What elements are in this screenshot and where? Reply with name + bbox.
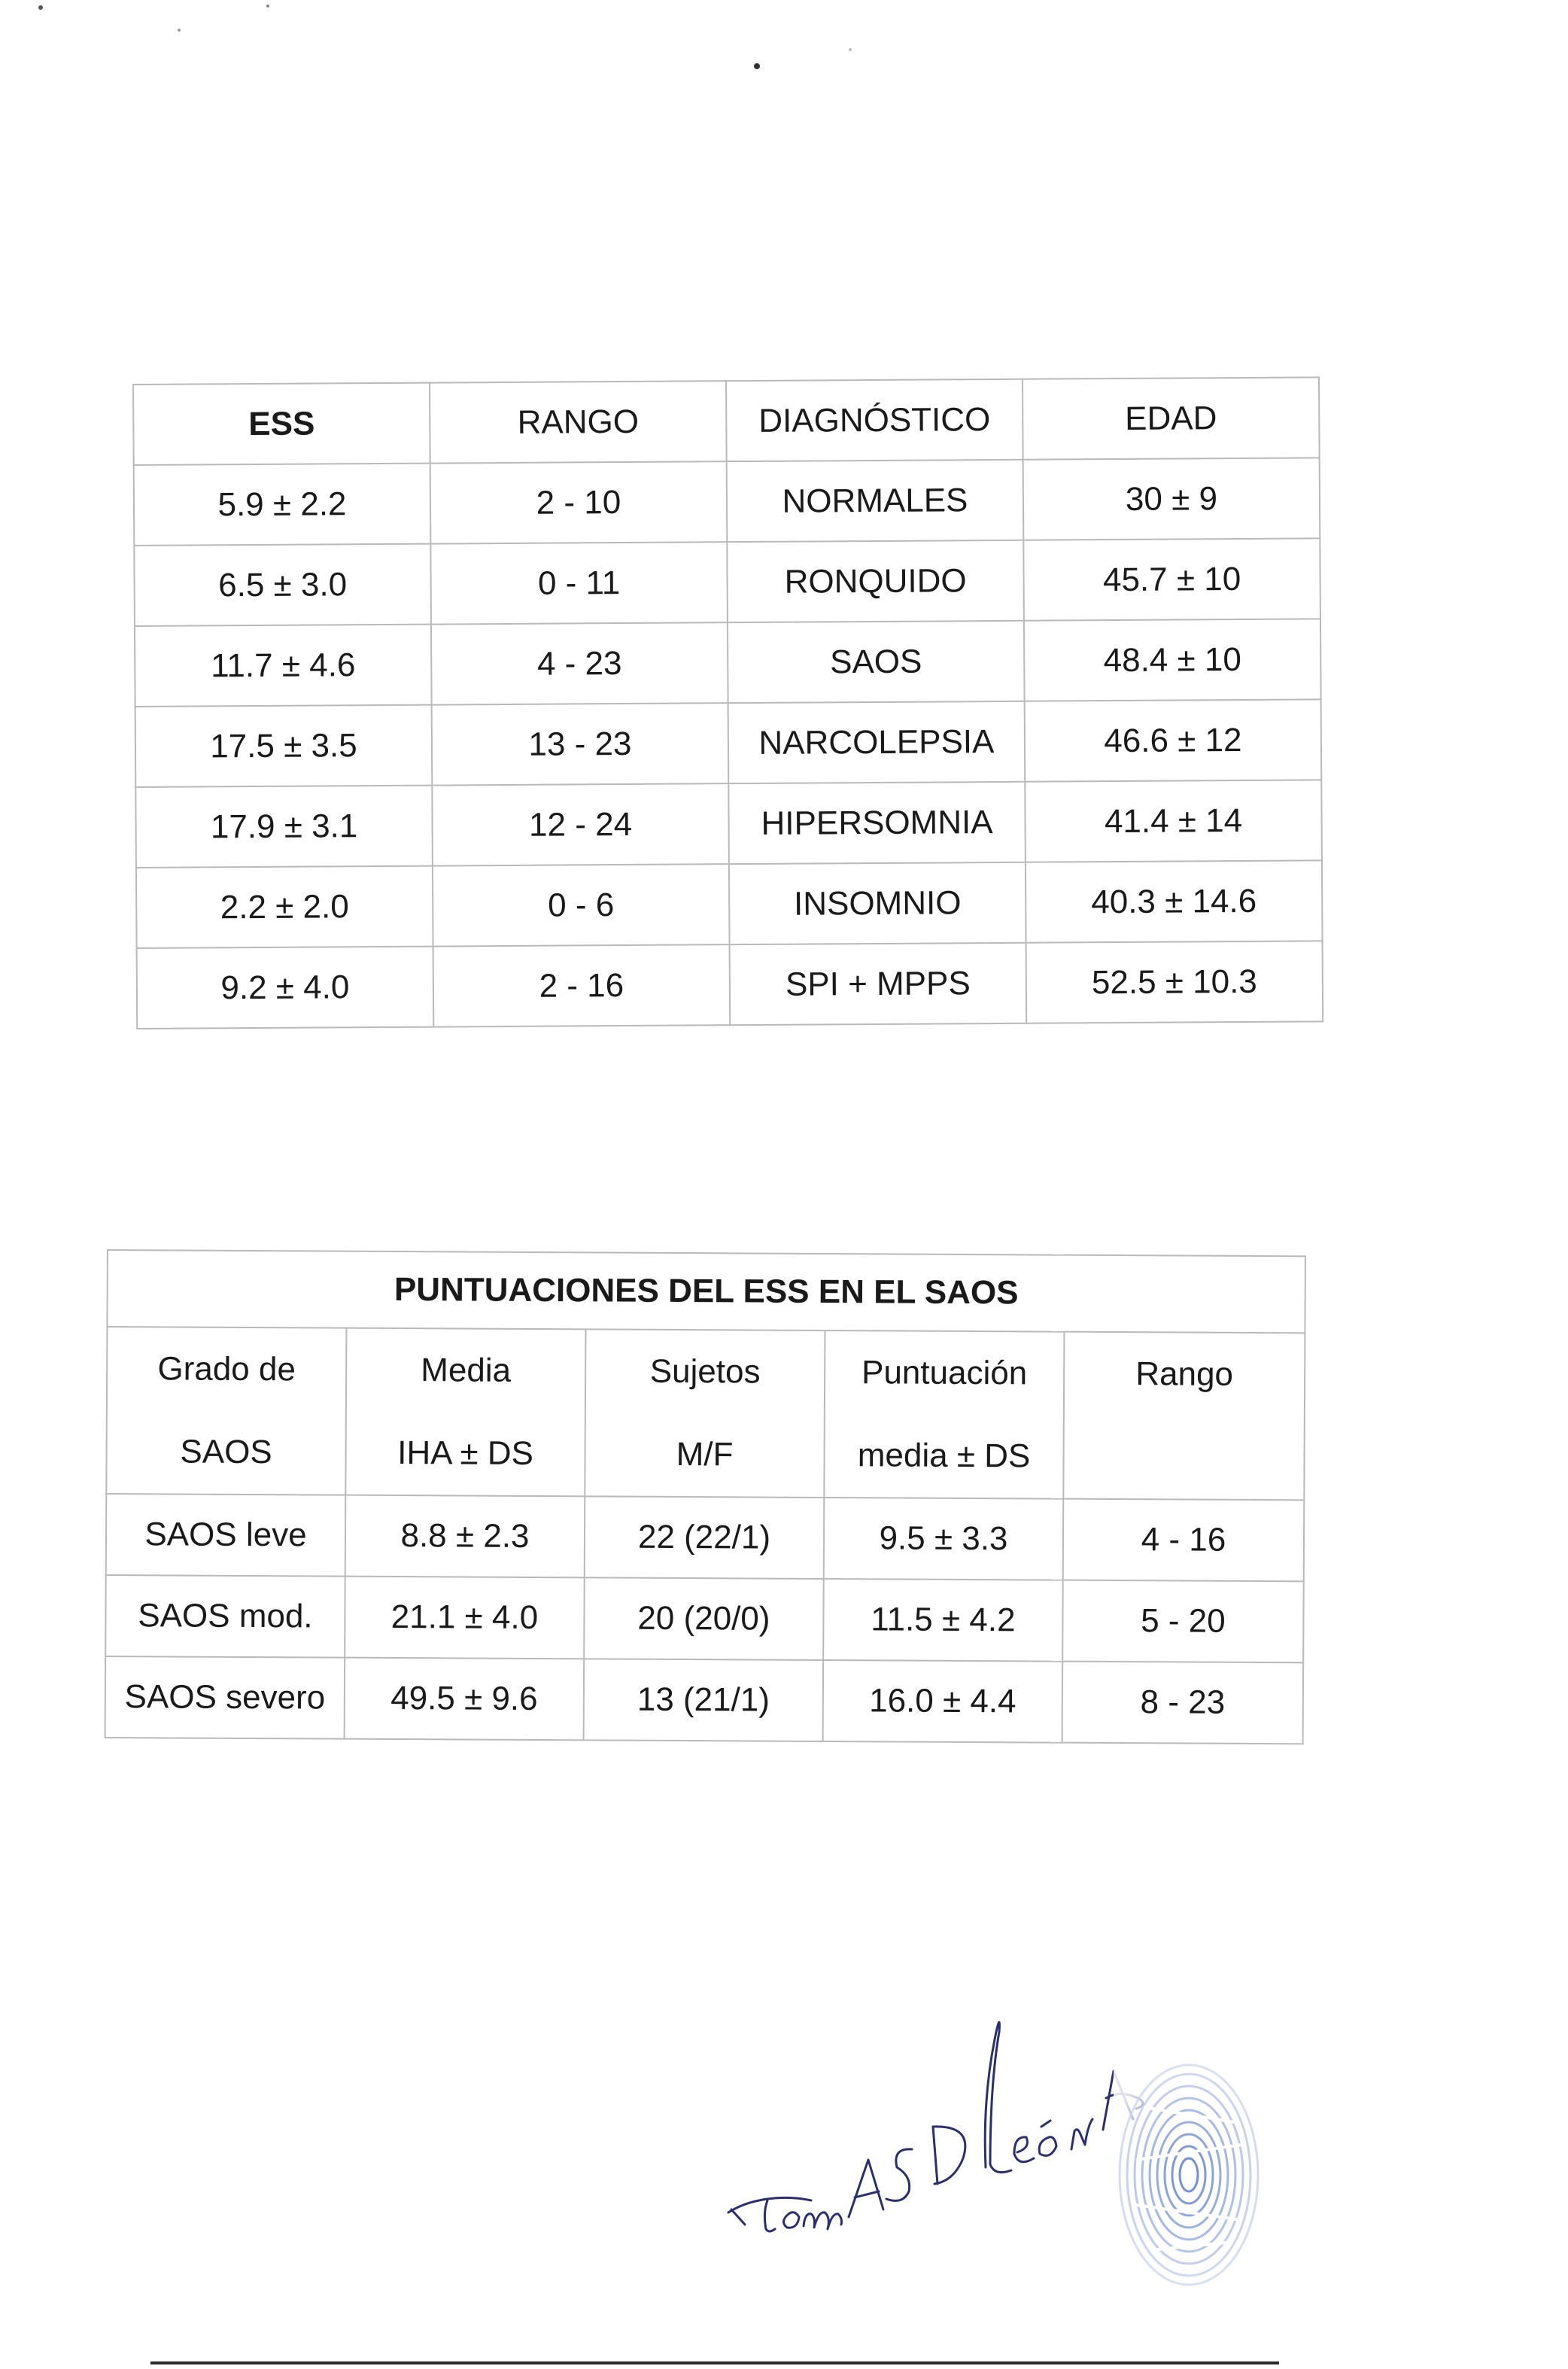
cell-edad: 48.4 ± 10 <box>1024 619 1321 701</box>
header-ess: ESS <box>133 383 430 465</box>
header-media <box>345 1328 585 1497</box>
cell-media: 8.8 ± 2.3 <box>345 1495 585 1578</box>
cell-ess: 17.9 ± 3.1 <box>135 786 433 868</box>
fingerprint-image <box>1114 2062 1264 2288</box>
cell-sujetos: 13 (21/1) <box>584 1659 824 1741</box>
header-rango: RANGO <box>430 381 727 463</box>
header-sujetos-line1: Sujetos <box>649 1352 761 1391</box>
header-puntuacion-line2: media ± DS <box>857 1437 1031 1475</box>
cell-sujetos: 20 (20/0) <box>584 1577 824 1660</box>
cell-edad: 30 ± 9 <box>1023 458 1320 540</box>
cell-puntuacion: 9.5 ± 3.3 <box>824 1498 1064 1580</box>
cell-puntuacion: 11.5 ± 4.2 <box>823 1579 1063 1662</box>
cell-sujetos: 22 (22/1) <box>585 1496 825 1579</box>
table-row <box>135 780 1322 868</box>
table-title: PUNTUACIONES DEL ESS EN EL SAOS <box>107 1250 1305 1333</box>
cell-media: 49.5 ± 9.6 <box>345 1658 585 1741</box>
cell-grado: SAOS leve <box>106 1494 346 1577</box>
header-puntuacion <box>824 1330 1064 1499</box>
header-edad: EDAD <box>1023 377 1320 459</box>
header-sujetos-line2: M/F <box>676 1435 734 1473</box>
cell-diagnostico: HIPERSOMNIA <box>728 782 1026 864</box>
header-grado-line2: SAOS <box>180 1433 272 1471</box>
cell-rango: 13 - 23 <box>432 703 729 785</box>
handwritten-signature <box>715 1987 1166 2243</box>
cell-rango: 2 - 16 <box>433 944 731 1026</box>
cell-edad: 41.4 ± 14 <box>1025 780 1322 862</box>
header-puntuacion-line1: Puntuación <box>861 1354 1028 1392</box>
header-diagnostico: DIAGNÓSTICO <box>726 379 1023 461</box>
cell-rango: 0 - 11 <box>430 542 728 624</box>
header-rango-line2 <box>1064 1416 1304 1500</box>
cell-rango: 4 - 16 <box>1063 1499 1305 1582</box>
ess-diagnosis-table <box>132 376 1323 1029</box>
cell-edad: 40.3 ± 14.6 <box>1026 860 1323 942</box>
cell-diagnostico: NARCOLEPSIA <box>728 701 1026 783</box>
cell-rango: 5 - 20 <box>1062 1580 1304 1663</box>
table-row <box>134 458 1320 546</box>
cell-edad: 45.7 ± 10 <box>1023 538 1320 620</box>
cell-rango: 4 - 23 <box>431 622 728 704</box>
header-grado <box>106 1327 346 1495</box>
cell-rango: 8 - 23 <box>1062 1662 1304 1744</box>
ess-saos-table <box>105 1249 1306 1744</box>
header-media-line2: IHA ± DS <box>397 1434 534 1472</box>
table-row <box>134 538 1320 626</box>
cell-ess: 11.7 ± 4.6 <box>135 625 432 707</box>
table-row <box>135 619 1321 707</box>
table-header-row <box>106 1327 1305 1500</box>
cell-rango: 2 - 10 <box>430 461 728 543</box>
table-row <box>137 941 1323 1029</box>
table-row <box>135 699 1322 787</box>
table-row <box>105 1575 1304 1662</box>
cell-puntuacion: 16.0 ± 4.4 <box>823 1660 1063 1743</box>
scan-specks <box>0 0 1568 151</box>
cell-ess: 5.9 ± 2.2 <box>134 464 431 546</box>
table-title-row <box>107 1250 1305 1333</box>
header-sujetos <box>585 1329 825 1498</box>
cell-ess: 6.5 ± 3.0 <box>134 544 431 626</box>
cell-grado: SAOS mod. <box>105 1575 345 1658</box>
page-bottom-edge <box>150 2361 1279 2364</box>
table-row <box>105 1656 1304 1744</box>
cell-media: 21.1 ± 4.0 <box>345 1577 585 1659</box>
cell-rango: 0 - 6 <box>433 864 730 946</box>
cell-ess: 9.2 ± 4.0 <box>137 947 434 1029</box>
header-rango <box>1063 1332 1305 1501</box>
cell-diagnostico: SPI + MPPS <box>730 943 1027 1025</box>
cell-diagnostico: RONQUIDO <box>727 540 1024 622</box>
header-media-line1: Media <box>421 1352 512 1389</box>
table-header-row <box>133 377 1320 465</box>
cell-edad: 52.5 ± 10.3 <box>1026 941 1323 1023</box>
table-row <box>136 860 1323 948</box>
cell-ess: 17.5 ± 3.5 <box>135 705 433 787</box>
header-grado-line1: Grado de <box>157 1350 296 1388</box>
cell-diagnostico: INSOMNIO <box>729 862 1026 944</box>
table-row <box>106 1494 1305 1581</box>
cell-diagnostico: NORMALES <box>727 460 1024 542</box>
cell-rango: 12 - 24 <box>432 783 729 865</box>
cell-grado: SAOS severo <box>105 1656 345 1739</box>
cell-diagnostico: SAOS <box>728 621 1025 703</box>
cell-ess: 2.2 ± 2.0 <box>136 866 433 948</box>
header-rango-line1: Rango <box>1135 1355 1234 1393</box>
cell-edad: 46.6 ± 12 <box>1025 699 1322 781</box>
